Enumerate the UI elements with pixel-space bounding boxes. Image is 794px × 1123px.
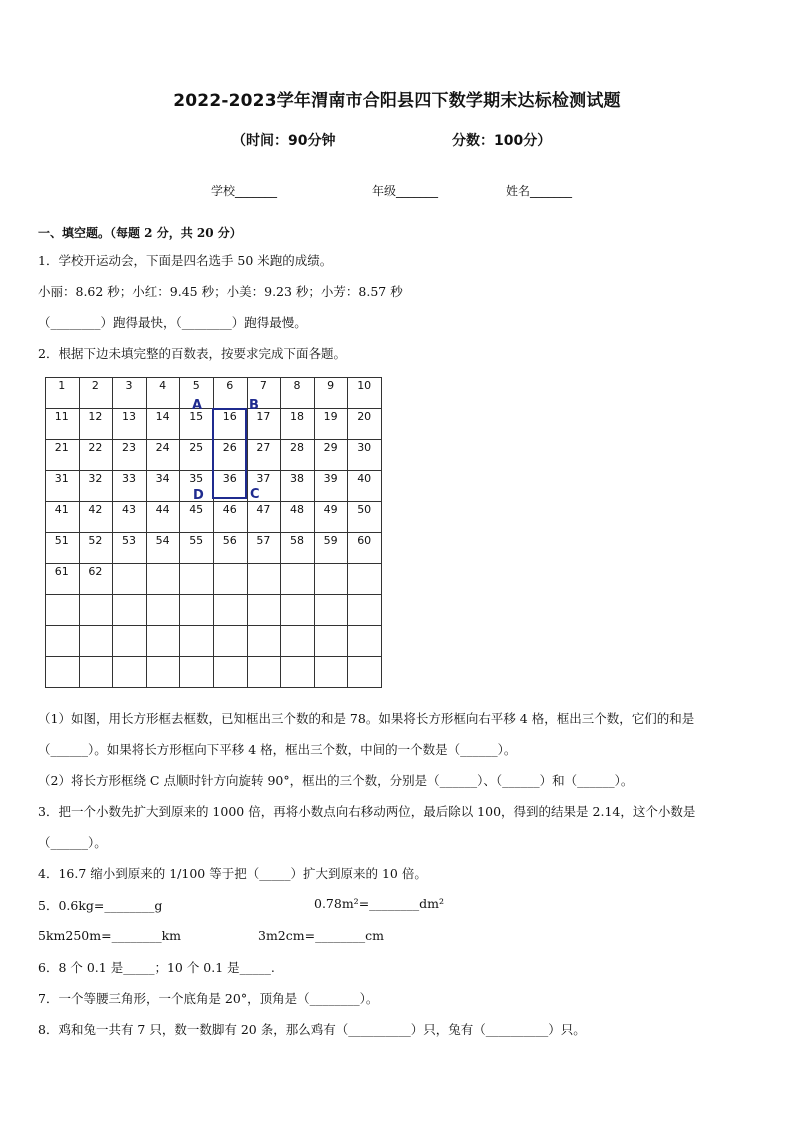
table-cell: 38 bbox=[280, 470, 315, 502]
table-cell: 6 bbox=[213, 377, 248, 409]
table-cell: 61 bbox=[45, 563, 80, 595]
table-cell: 31 bbox=[45, 470, 80, 502]
table-cell: 10 bbox=[347, 377, 382, 409]
corner-b: B bbox=[249, 398, 259, 413]
table-cell: 52 bbox=[79, 532, 114, 564]
table-cell: 15 bbox=[179, 408, 214, 440]
table-cell: 32 bbox=[79, 470, 114, 502]
table-cell: 44 bbox=[146, 501, 181, 533]
table-cell bbox=[45, 594, 80, 626]
table-cell bbox=[112, 656, 147, 688]
q2-part2: （2）将长方形框绕 C 点顺时针方向旋转 90°，框出的三个数，分别是（______）、（______）和（______）。 bbox=[38, 773, 634, 788]
table-cell: 16 bbox=[213, 408, 248, 440]
table-cell: 11 bbox=[45, 408, 80, 440]
table-cell: 13 bbox=[112, 408, 147, 440]
table-cell: 22 bbox=[79, 439, 114, 471]
table-cell bbox=[146, 594, 181, 626]
name-field: 姓名_______ bbox=[506, 184, 573, 198]
table-cell: 36 bbox=[213, 470, 248, 502]
table-cell: 14 bbox=[146, 408, 181, 440]
table-cell: 27 bbox=[247, 439, 282, 471]
table-cell bbox=[280, 625, 315, 657]
table-cell: 28 bbox=[280, 439, 315, 471]
table-cell bbox=[179, 625, 214, 657]
table-cell bbox=[45, 625, 80, 657]
q1-text: 1．学校开运动会，下面是四名选手 50 米跑的成绩。 bbox=[38, 253, 333, 268]
table-cell: 53 bbox=[112, 532, 147, 564]
q2-part1-line2: （______）。如果将长方形框向下平移 4 格，框出三个数，中间的一个数是（______）。 bbox=[38, 742, 517, 757]
corner-a: A bbox=[192, 398, 203, 413]
table-cell: 57 bbox=[247, 532, 282, 564]
table-cell bbox=[112, 625, 147, 657]
table-cell bbox=[79, 656, 114, 688]
table-cell: 49 bbox=[314, 501, 349, 533]
table-cell bbox=[280, 594, 315, 626]
table-cell: 29 bbox=[314, 439, 349, 471]
table-cell: 30 bbox=[347, 439, 382, 471]
table-cell: 34 bbox=[146, 470, 181, 502]
grade-field: 年级_______ bbox=[372, 184, 439, 198]
q1-results: 小丽：8.62 秒；小红：9.45 秒；小美：9.23 秒；小芳：8.57 秒 bbox=[38, 284, 403, 299]
table-cell: 2 bbox=[79, 377, 114, 409]
q5-a: 5．0.6kg=________g bbox=[38, 898, 163, 913]
table-cell: 62 bbox=[79, 563, 114, 595]
table-cell bbox=[280, 656, 315, 688]
q1-blanks: （________）跑得最快，（________）跑得最慢。 bbox=[38, 315, 307, 330]
table-cell bbox=[79, 594, 114, 626]
table-cell: 9 bbox=[314, 377, 349, 409]
rectangle-frame bbox=[212, 408, 247, 499]
table-cell bbox=[347, 594, 382, 626]
table-cell: 55 bbox=[179, 532, 214, 564]
table-cell: 7 bbox=[247, 377, 282, 409]
table-cell: 51 bbox=[45, 532, 80, 564]
exam-score: 分数：100分） bbox=[452, 133, 552, 149]
table-cell bbox=[247, 594, 282, 626]
table-cell: 46 bbox=[213, 501, 248, 533]
table-cell: 59 bbox=[314, 532, 349, 564]
table-cell bbox=[45, 656, 80, 688]
table-cell: 1 bbox=[45, 377, 80, 409]
table-cell: 43 bbox=[112, 501, 147, 533]
table-cell bbox=[112, 563, 147, 595]
table-cell: 42 bbox=[79, 501, 114, 533]
table-cell bbox=[314, 563, 349, 595]
table-cell: 20 bbox=[347, 408, 382, 440]
corner-d: D bbox=[193, 488, 204, 503]
table-cell bbox=[79, 625, 114, 657]
table-cell bbox=[247, 625, 282, 657]
table-cell: 26 bbox=[213, 439, 248, 471]
table-cell: 12 bbox=[79, 408, 114, 440]
table-cell bbox=[347, 625, 382, 657]
table-cell: 48 bbox=[280, 501, 315, 533]
table-cell: 17 bbox=[247, 408, 282, 440]
table-cell bbox=[247, 563, 282, 595]
table-cell: 40 bbox=[347, 470, 382, 502]
table-cell bbox=[213, 625, 248, 657]
table-cell: 18 bbox=[280, 408, 315, 440]
table-cell bbox=[347, 656, 382, 688]
q2-text: 2．根据下边未填完整的百数表，按要求完成下面各题。 bbox=[38, 346, 346, 361]
q2-part1-line1: （1）如图，用长方形框去框数，已知框出三个数的和是 78。如果将长方形框向右平移 4 格，框出三个数，它们的和是 bbox=[38, 711, 695, 726]
q3-line1: 3．把一个小数先扩大到原来的 1000 倍，再将小数点向右移动两位，最后除以 100，得到的结果是 2.14，这个小数是 bbox=[38, 804, 696, 819]
q5-b: 0.78m²=________dm² bbox=[314, 896, 445, 911]
q3-line2: （______）。 bbox=[38, 835, 107, 850]
table-cell: 5 bbox=[179, 377, 214, 409]
table-cell bbox=[213, 594, 248, 626]
table-cell: 56 bbox=[213, 532, 248, 564]
table-cell bbox=[112, 594, 147, 626]
table-cell bbox=[213, 656, 248, 688]
table-cell: 54 bbox=[146, 532, 181, 564]
table-cell: 35 bbox=[179, 470, 214, 502]
exam-time: （时间：90分钟 bbox=[232, 133, 336, 149]
table-cell bbox=[179, 563, 214, 595]
section-heading: 一、填空题。（每题 2 分，共 20 分） bbox=[38, 226, 242, 240]
q6-text: 6．8 个 0.1 是_____；10 个 0.1 是_____. bbox=[38, 960, 275, 975]
table-cell: 24 bbox=[146, 439, 181, 471]
page-title: 2022-2023学年渭南市合阳县四下数学期末达标检测试题 bbox=[173, 91, 621, 111]
q5-c: 5km250m=________km bbox=[38, 928, 181, 943]
table-cell bbox=[314, 594, 349, 626]
table-cell: 3 bbox=[112, 377, 147, 409]
table-cell: 39 bbox=[314, 470, 349, 502]
table-cell: 58 bbox=[280, 532, 315, 564]
table-cell bbox=[280, 563, 315, 595]
table-cell bbox=[213, 563, 248, 595]
q8-text: 8．鸡和兔一共有 7 只，数一数脚有 20 条，那么鸡有（__________）只，兔有（__________）只。 bbox=[38, 1022, 586, 1037]
q5-d: 3m2cm=________cm bbox=[258, 928, 384, 943]
table-cell bbox=[314, 656, 349, 688]
table-cell: 37 bbox=[247, 470, 282, 502]
table-cell bbox=[179, 594, 214, 626]
school-field: 学校_______ bbox=[211, 184, 278, 198]
table-cell: 45 bbox=[179, 501, 214, 533]
table-cell bbox=[146, 656, 181, 688]
table-cell: 21 bbox=[45, 439, 80, 471]
table-cell: 47 bbox=[247, 501, 282, 533]
table-cell bbox=[179, 656, 214, 688]
table-cell: 25 bbox=[179, 439, 214, 471]
corner-c: C bbox=[250, 487, 260, 502]
table-cell: 41 bbox=[45, 501, 80, 533]
table-cell bbox=[146, 625, 181, 657]
table-cell bbox=[247, 656, 282, 688]
table-cell: 60 bbox=[347, 532, 382, 564]
table-cell bbox=[314, 625, 349, 657]
table-cell: 33 bbox=[112, 470, 147, 502]
table-cell: 8 bbox=[280, 377, 315, 409]
table-cell: 4 bbox=[146, 377, 181, 409]
table-cell: 19 bbox=[314, 408, 349, 440]
q7-text: 7．一个等腰三角形，一个底角是 20°，顶角是（________）。 bbox=[38, 991, 379, 1006]
table-cell bbox=[347, 563, 382, 595]
table-cell bbox=[146, 563, 181, 595]
table-cell: 50 bbox=[347, 501, 382, 533]
table-cell: 23 bbox=[112, 439, 147, 471]
q4-text: 4．16.7 缩小到原来的 1/100 等于把（_____）扩大到原来的 10 倍。 bbox=[38, 866, 427, 881]
